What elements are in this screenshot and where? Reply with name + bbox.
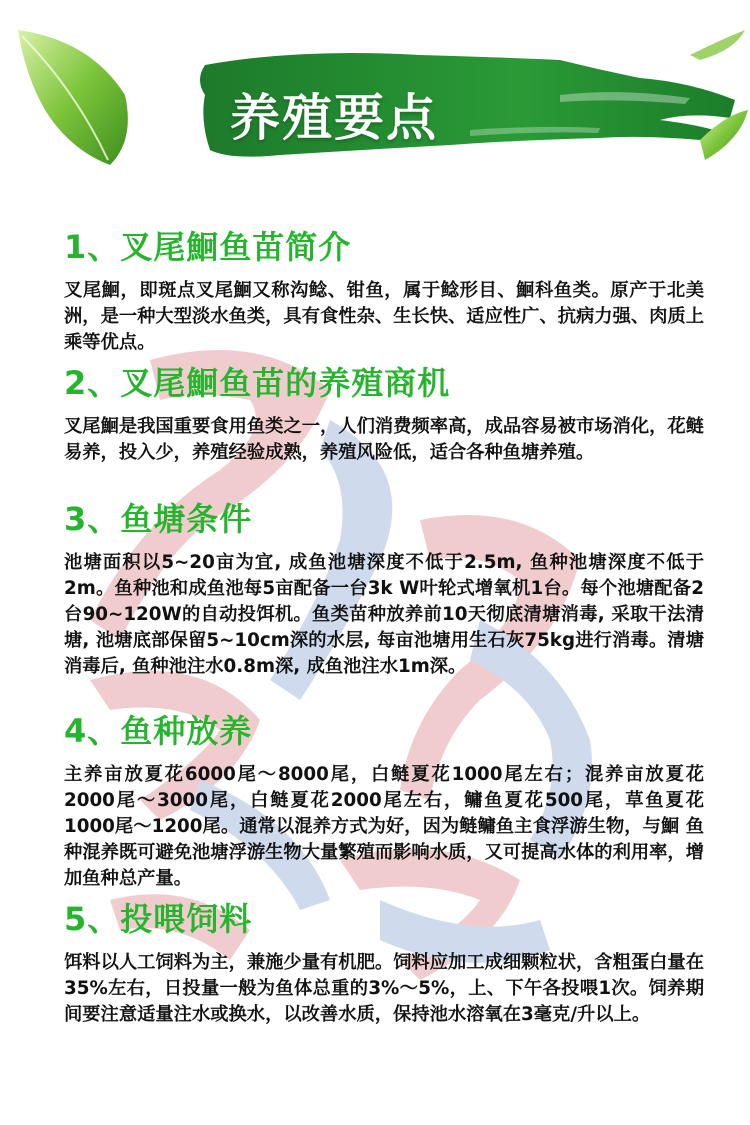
section-title: 5、投喂饲料 bbox=[64, 900, 253, 938]
section-stocking bbox=[64, 712, 704, 892]
section-business bbox=[64, 364, 704, 466]
section-body: 池塘面积以5~20亩为宜, 成鱼池塘深度不低于2.5m, 鱼种池塘深度不低于2m。鱼种池和成鱼池每5亩配备一台3k W叶轮式增氧机1台。每个池塘配备2台90~120W的自动投饵机。鱼类苗种放养前10天彻底清塘消毒, 采取干法清塘, 池塘底部保留5~10cm深的水层, 每亩池塘用生石灰75kg进行消毒。清塘消毒后, 鱼种池注水0.8m深, 成鱼池注水1m深。 bbox=[64, 552, 704, 677]
section-body: 主养亩放夏花6000尾～8000尾，白鲢夏花1000尾左右；混养亩放夏花2000尾～3000尾，白鲢夏花2000尾左右，鳙鱼夏花500尾，草鱼夏花1000尾～1200尾。通常以混养方式为好，因为鲢鳙鱼主食浮游生物，与鮰 鱼种混养既可避免池塘浮游生物大量繁殖而影响水质，又可提高水体的利用率，增加鱼种总产量。 bbox=[64, 764, 704, 889]
section-body: 叉尾鮰，即斑点叉尾鮰又称沟鲶、钳鱼，属于鲶形目、鮰科鱼类。原产于北美洲，是一种大型淡水鱼类，具有食性杂、生长快、适应性广、抗病力强、肉质上乘等优点。 bbox=[64, 280, 704, 353]
leaf-icon bbox=[700, 110, 748, 160]
section-title: 1、叉尾鮰鱼苗简介 bbox=[64, 228, 352, 266]
leaf-icon bbox=[690, 30, 745, 60]
section-body: 饵料以人工饲料为主，兼施少量有机肥。饲料应加工成细颗粒状，含粗蛋白量在35%左右，日投量一般为鱼体总重的3%～5%，上、下午各投喂1次。饲养期间要注意适量注水或换水，以改善水质，保持池水溶氧在3毫克/升以上。 bbox=[64, 952, 704, 1025]
section-pond-conditions bbox=[64, 500, 704, 680]
section-body: 叉尾鮰是我国重要食用鱼类之一，人们消费频率高，成品容易被市场消化，花鲢易养，投入少，养殖经验成熟，养殖风险低，适合各种鱼塘养殖。 bbox=[64, 416, 704, 463]
section-title: 2、叉尾鮰鱼苗的养殖商机 bbox=[64, 364, 451, 402]
section-title: 4、鱼种放养 bbox=[64, 712, 253, 750]
section-feeding bbox=[64, 900, 704, 1028]
banner-title: 养殖要点 bbox=[230, 89, 438, 147]
section-intro bbox=[64, 228, 704, 356]
section-title: 3、鱼塘条件 bbox=[64, 500, 253, 538]
